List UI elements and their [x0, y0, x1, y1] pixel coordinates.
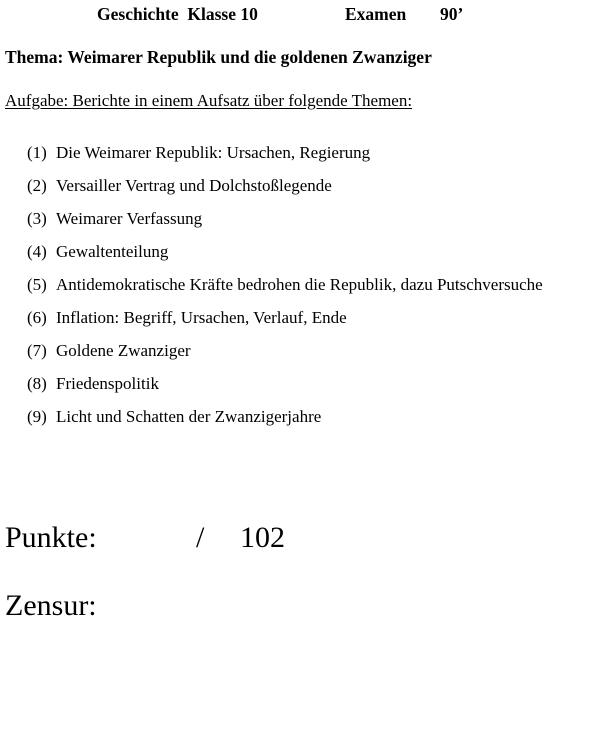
task-text: Licht und Schatten der Zwanzigerjahre	[56, 407, 322, 426]
task-text: Weimarer Verfassung	[56, 209, 203, 228]
header-exam-type: Examen	[345, 4, 407, 24]
task-item	[0, 202, 616, 235]
topic-heading: Thema: Weimarer Republik und die goldenen Zwanziger	[5, 47, 432, 67]
task-number: (6)	[27, 308, 47, 327]
task-text: Die Weimarer Republik: Ursachen, Regierung	[56, 143, 371, 162]
score-label: Punkte:	[5, 521, 97, 554]
task-text: Inflation: Begriff, Ursachen, Verlauf, Ende	[56, 308, 347, 327]
task-text: Versailler Vertrag und Dolchstoßlegende	[56, 176, 332, 195]
task-text: Goldene Zwanziger	[56, 341, 191, 360]
task-number: (1)	[27, 143, 47, 162]
task-list	[0, 136, 616, 433]
header-duration: 90’	[440, 4, 464, 24]
score-separator: /	[196, 521, 205, 554]
score-max-points: 102	[240, 521, 285, 554]
task-number: (5)	[27, 275, 47, 294]
task-number: (7)	[27, 341, 47, 360]
task-number: (9)	[27, 407, 47, 426]
task-item	[0, 301, 616, 334]
task-item	[0, 136, 616, 169]
grade-label: Zensur:	[5, 589, 97, 622]
task-item	[0, 169, 616, 202]
document-header	[0, 2, 616, 26]
header-subject: Geschichte Klasse 10	[97, 4, 258, 24]
task-item	[0, 268, 616, 301]
task-number: (8)	[27, 374, 47, 393]
instruction-heading: Aufgabe: Berichte in einem Aufsatz über folgende Themen:	[5, 91, 413, 110]
task-item	[0, 400, 616, 433]
task-number: (2)	[27, 176, 47, 195]
task-number: (4)	[27, 242, 47, 261]
task-text: Friedenspolitik	[56, 374, 159, 393]
task-item	[0, 235, 616, 268]
task-number: (3)	[27, 209, 47, 228]
task-item	[0, 367, 616, 400]
task-text: Gewaltenteilung	[56, 242, 169, 261]
score-field	[0, 516, 616, 560]
task-text: Antidemokratische Kräfte bedrohen die Republik, dazu Putschversuche	[56, 275, 543, 294]
task-item	[0, 334, 616, 367]
